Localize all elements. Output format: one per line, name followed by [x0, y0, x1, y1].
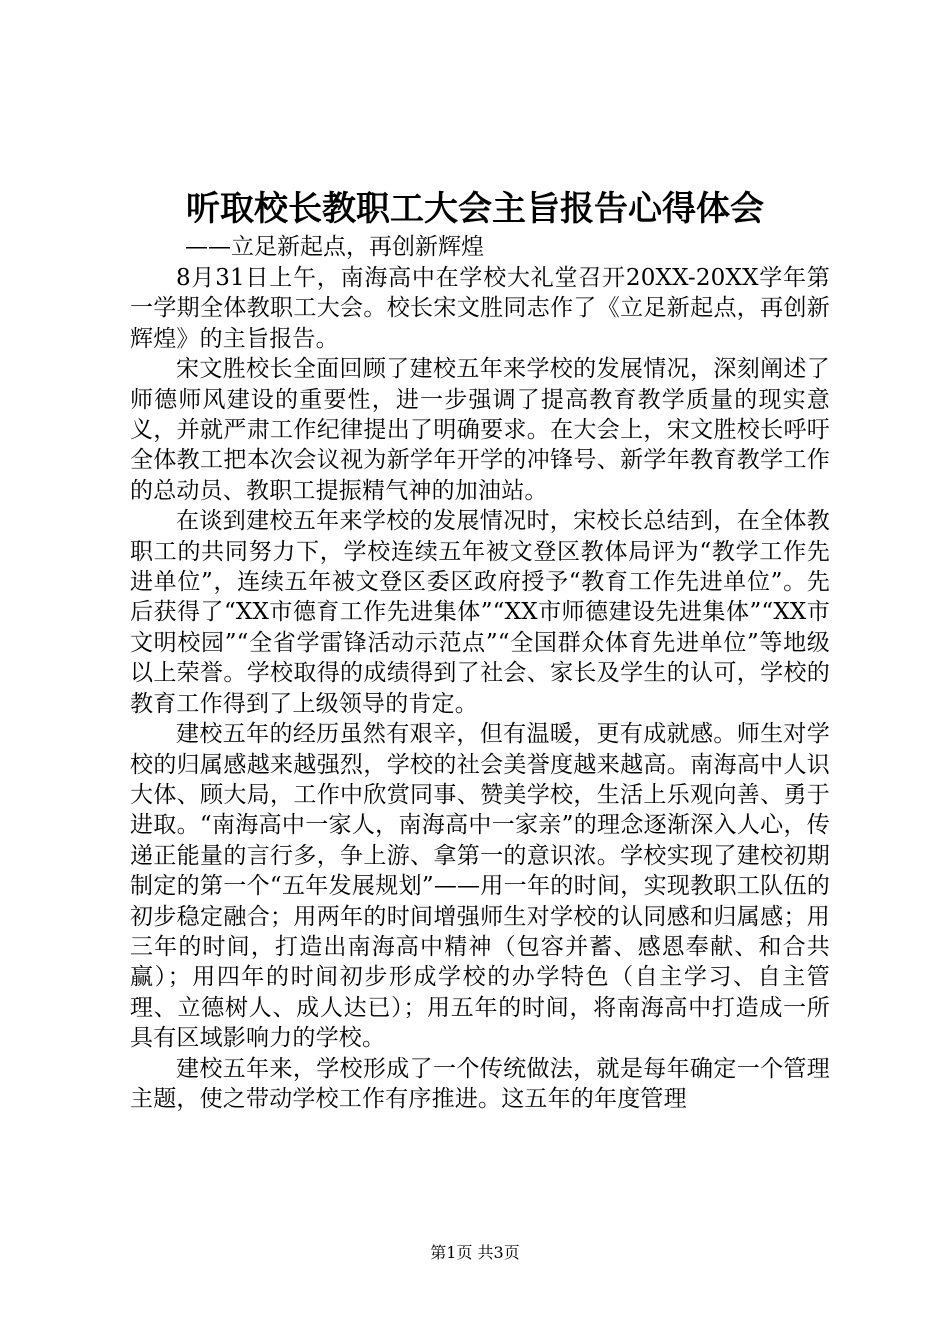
paragraph-1: 8月31日上午，南海高中在学校大礼堂召开20XX-20XX学年第一学期全体教职工大会。校长宋文胜同志作了《立足新起点，再创新辉煌》的主旨报告。 [130, 265, 830, 352]
paragraph-5: 建校五年来，学校形成了一个传统做法，就是每年确定一个管理主题，使之带动学校工作有序推进。这五年的年度管理 [130, 1055, 830, 1112]
document-subtitle: ——立足新起点，再创新辉煌 [185, 234, 484, 260]
paragraph-3: 在谈到建校五年来学校的发展情况时，宋校长总结到，在全体教职工的共同努力下，学校连续五年被文登区教体局评为“教学工作先进单位”，连续五年被文登区委区政府授予“教育工作先进单位”。先后获得了“XX市德育工作先进集体”“XX市师德建设先进集体”“XX市文明校园”“全省学雷锋活动示范点”“全国群众体育先进单位”等地级以上荣誉。学校取得的成绩得到了社会、家长及学生的认可，学校的教育工作得到了上级领导的肯定。 [130, 508, 830, 717]
paragraph-4: 建校五年的经历虽然有艰辛，但有温暖，更有成就感。师生对学校的归属感越来越强烈，学校的社会美誉度越来越高。南海高中人识大体、顾大局，工作中欣赏同事、赞美学校，生活上乐观向善、勇于进取。“南海高中一家人，南海高中一家亲”的理念逐渐深入人心，传递正能量的言行多，争上游、拿第一的意识浓。学校实现了建校初期制定的第一个“五年发展规划”——用一年的时间，实现教职工队伍的初步稳定融合；用两年的时间增强师生对学校的认同感和归属感；用三年的时间，打造出南海高中精神（包容并蓄、感恩奉献、和合共赢）；用四年的时间初步形成学校的办学特色（自主学习、自主管理、立德树人、成人达已）；用五年的时间，将南海高中打造成一所具有区域影响力的学校。 [130, 721, 830, 1052]
paragraph-2: 宋文胜校长全面回顾了建校五年来学校的发展情况，深刻阐述了师德师风建设的重要性，进一步强调了提高教育教学质量的现实意义，并就严肃工作纪律提出了明确要求。在大会上，宋文胜校长呼吁全体教工把本次会议视为新学年开学的冲锋号、新学年教育教学工作的总动员、教职工提振精气神的加油站。 [130, 356, 830, 504]
document-title: 听取校长教职工大会主旨报告心得体会 [186, 189, 764, 229]
document-body [130, 263, 830, 1114]
page-number-footer: 第1页 共3页 [430, 1243, 520, 1262]
